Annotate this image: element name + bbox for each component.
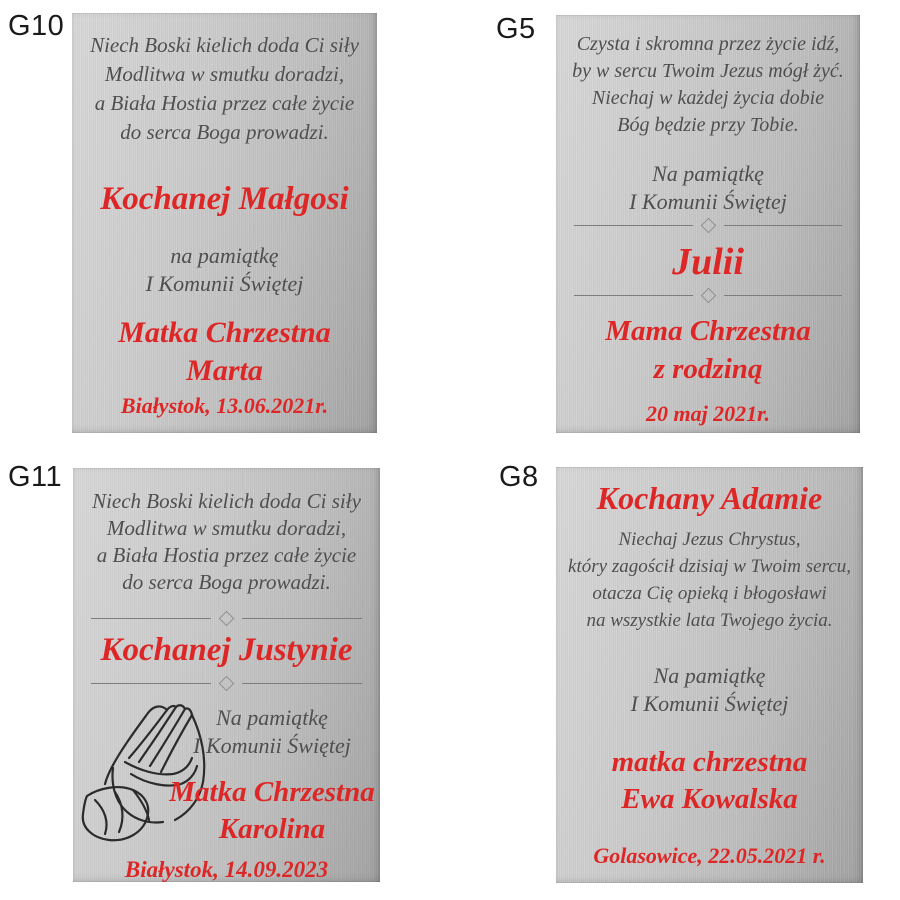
diamond-icon (219, 611, 235, 627)
verse-line: Czysta i skromna przez życie idź, (576, 33, 840, 55)
ornament-divider (556, 219, 860, 232)
signature-line: matka chrzestna (611, 746, 808, 778)
signature-line: Marta (186, 354, 263, 387)
verse-line: by w sercu Twoim Jezus mógł żyć. (572, 60, 844, 82)
plaque-g8 (556, 467, 863, 883)
verse-text (556, 31, 860, 139)
dedication-name: Kochany Adamie (596, 480, 823, 516)
plaque-code-label-g11: G11 (8, 461, 63, 493)
memorial-line: I Komunii Świętej (193, 733, 351, 758)
dedication-name: Kochanej Małgosi (100, 181, 349, 217)
verse-line: Modlitwa w smutku doradzi, (106, 516, 347, 540)
memorial-line: na pamiątkę (170, 243, 279, 268)
verse-line: Niechaj Jezus Chrystus, (618, 529, 801, 550)
divider-line (91, 618, 211, 619)
diamond-icon (219, 676, 235, 692)
memorial-text (72, 242, 377, 298)
signature-text (556, 744, 863, 818)
ornament-divider (73, 677, 380, 690)
memorial-line: Na pamiątkę (652, 161, 764, 186)
divider-line (242, 618, 362, 619)
signature-line: Matka Chrzestna (118, 316, 331, 349)
ornament-divider (556, 289, 860, 302)
verse-line: który zagościł dzisiaj w Twoim sercu, (568, 556, 851, 577)
memorial-line: Na pamiątkę (216, 705, 328, 730)
date-line: Białystok, 14.09.2023 (124, 857, 329, 882)
divider-line (724, 295, 843, 296)
date-line: Golasowice, 22.05.2021 r. (593, 843, 826, 868)
memorial-text (168, 704, 376, 760)
signature-line: Ewa Kowalska (621, 783, 798, 815)
plaque-g10 (72, 13, 377, 433)
divider-line (574, 295, 693, 296)
plaque-code-label-g10: G10 (8, 10, 65, 42)
divider-line (91, 683, 211, 684)
verse-line: na wszystkie lata Twojego życia. (586, 610, 833, 631)
signature-line: Matka Chrzestna (169, 776, 375, 808)
divider-line (574, 225, 693, 226)
diamond-icon (700, 288, 716, 304)
signature-text (556, 312, 860, 388)
ornament-divider (73, 612, 380, 625)
signature-line: Mama Chrzestna (605, 315, 811, 347)
signature-line: Karolina (218, 813, 326, 845)
signature-line: z rodziną (653, 353, 763, 385)
memorial-line: I Komunii Świętej (145, 271, 304, 296)
signature-text (72, 314, 377, 390)
divider-line (242, 683, 362, 684)
verse-text (556, 526, 863, 634)
diamond-icon (700, 218, 716, 234)
memorial-line: I Komunii Świętej (629, 189, 787, 214)
signature-text (168, 774, 376, 848)
plaque-code-label-g8: G8 (499, 461, 539, 493)
verse-line: Niech Boski kielich doda Ci siły (92, 489, 361, 513)
verse-line: do serca Boga prowadzi. (122, 570, 331, 594)
verse-line: Niech Boski kielich doda Ci siły (90, 33, 359, 57)
divider-line (724, 225, 843, 226)
dedication-name: Julii (672, 241, 744, 283)
verse-line: Niechaj w każdej życia dobie (591, 87, 825, 109)
memorial-line: Na pamiątkę (653, 663, 766, 688)
verse-line: otacza Cię opieką i błogosławi (592, 583, 827, 604)
verse-text (72, 31, 377, 147)
verse-line: Modlitwa w smutku doradzi, (104, 62, 345, 86)
verse-line: a Biała Hostia przez całe życie (96, 543, 357, 567)
memorial-text (556, 662, 863, 718)
date-line: Białystok, 13.06.2021r. (120, 393, 329, 418)
plaque-code-label-g5: G5 (496, 13, 536, 45)
date-line: 20 maj 2021r. (645, 401, 771, 426)
dedication-name: Kochanej Justynie (100, 632, 353, 668)
memorial-text (556, 160, 860, 216)
verse-line: do serca Boga prowadzi. (120, 120, 329, 144)
plaque-g11 (73, 468, 380, 882)
verse-line: a Biała Hostia przez całe życie (94, 91, 355, 115)
plaque-g5 (556, 15, 860, 433)
memorial-line: I Komunii Świętej (630, 691, 789, 716)
verse-text (73, 488, 380, 596)
verse-line: Bóg będzie przy Tobie. (617, 114, 799, 136)
